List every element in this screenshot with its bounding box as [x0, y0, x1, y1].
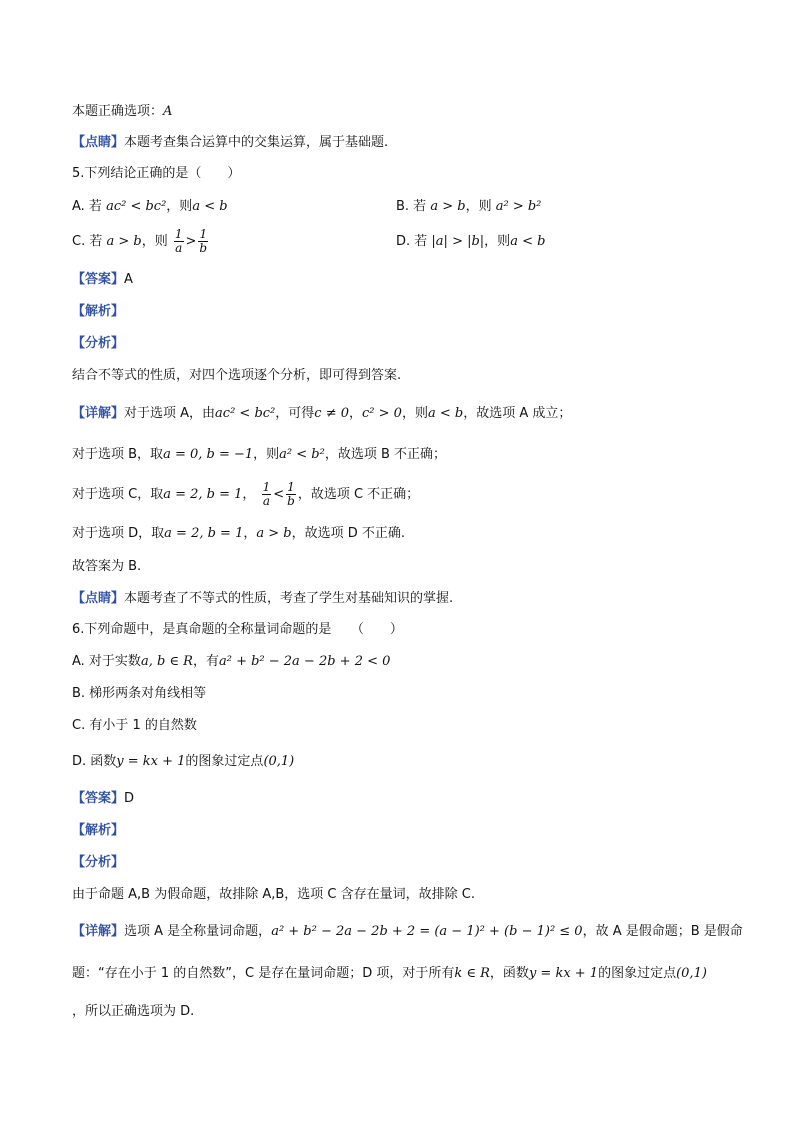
detail-5-line-b: 对于选项 B，取a = 0, b = −1，则a² < b²，故选项 B 不正确； [72, 447, 447, 462]
q6-option-b: B. 梯形两条对角线相等 [72, 686, 207, 701]
detail-5-conclusion: 故答案为 B. [72, 559, 142, 574]
analyze-6-text: 由于命题 A,B 为假命题，故排除 A,B，选项 C 含存在量词，故排除 C. [72, 887, 475, 902]
q5-option-b: B. 若 a > b，则 a² > b² [396, 199, 542, 214]
remark-5: 【点睛】本题考查了不等式的性质，考查了学生对基础知识的掌握. [72, 591, 454, 606]
fraction: $\frac{1}{a}$ [174, 227, 183, 255]
fraction: $\frac{1}{a}$ [262, 480, 271, 508]
answer-5: 【答案】A [72, 272, 133, 287]
detail-6-line-b: 题：“存在小于 1 的自然数”，C 是存在量词命题；D 项，对于所有k ∈ R，函数y = kx + 1的图象过定点(0,1) [72, 966, 707, 981]
remark-text: 本题考查集合运算中的交集运算，属于基础题. [124, 135, 389, 150]
q5-option-c: C. 若 a > b，则 $\frac{1}{a}$ > $\frac{1}{b}$ [72, 227, 208, 255]
question-6-stem: 6.下列命题中，是真命题的全称量词命题的是 （ ） [72, 622, 403, 637]
answer-line [72, 102, 172, 122]
analyze-5-text: 结合不等式的性质，对四个选项逐个分析，即可得到答案. [72, 368, 402, 383]
q6-option-a: A. 对于实数a, b ∈ R，有a² + b² − 2a − 2b + 2 < 0 [72, 654, 391, 669]
q6-option-d: D. 函数y = kx + 1的图象过定点(0,1) [72, 754, 295, 769]
analyze-5-heading: 【分析】 [72, 336, 125, 351]
remark-tag: 【点睛】 [72, 135, 125, 150]
analysis-6-heading: 【解析】 [72, 823, 125, 838]
fraction: $\frac{1}{b}$ [287, 480, 295, 508]
remark-line-4 [72, 133, 388, 153]
detail-5-line-c: 对于选项 C，取a = 2, b = 1， $\frac{1}{a}$ < $\frac{1}{b}$ ，故选项 C 不正确； [72, 480, 420, 508]
question-5-stem: 5.下列结论正确的是（ ） [72, 166, 241, 181]
detail-6-line-a: 【详解】选项 A 是全称量词命题，a² + b² − 2a − 2b + 2 = (a − 1)² + (b − 1)² ≤ 0，故 A 是假命题；B 是假命 [72, 924, 743, 939]
detail-5-line-a: 【详解】对于选项 A，由ac² < bc²，可得c ≠ 0，c² > 0，则a < b，故选项 A 成立； [72, 406, 572, 421]
q6-option-c: C. 有小于 1 的自然数 [72, 718, 197, 733]
detail-5-line-d: 对于选项 D，取a = 2, b = 1，a > b，故选项 D 不正确. [72, 526, 406, 541]
analyze-6-heading: 【分析】 [72, 855, 125, 870]
answer-letter: A [163, 104, 173, 119]
answer-6: 【答案】D [72, 791, 135, 806]
q5-option-d: D. 若 |a| > |b|，则a < b [396, 234, 546, 249]
analysis-5-heading: 【解析】 [72, 304, 125, 319]
q5-option-a: A. 若 ac² < bc²，则a < b [72, 199, 228, 214]
answer-prefix: 本题正确选项： [72, 104, 164, 119]
fraction: $\frac{1}{b}$ [199, 227, 208, 255]
detail-6-conclusion: ，所以正确选项为 D. [72, 1004, 195, 1019]
